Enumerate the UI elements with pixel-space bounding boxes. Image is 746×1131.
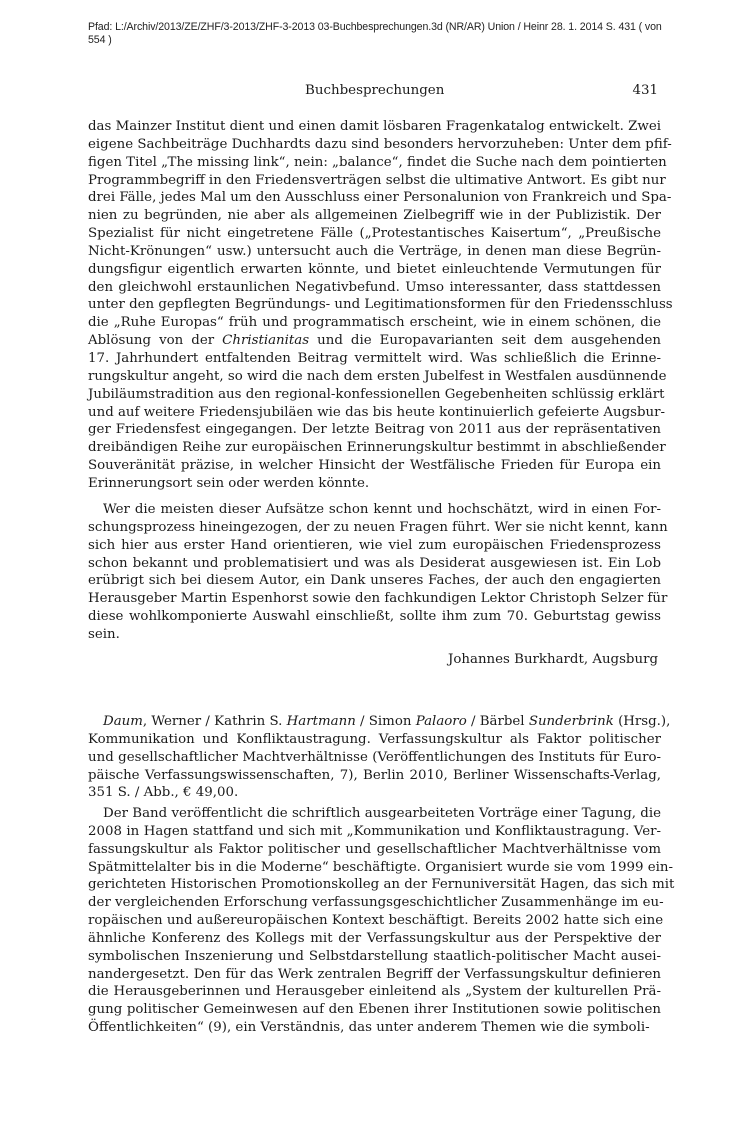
review1-paragraph1 — [88, 118, 673, 493]
text-line: schon bekannt und problematisiert und was als Desiderat ausgewiesen ist. Ein Lob — [88, 555, 661, 571]
text-line: figen Titel „The missing link“, nein: „balance“, findet die Suche nach dem pointierten — [88, 154, 667, 170]
text-line: 351 S. / Abb., € 49,00. — [88, 785, 239, 801]
review2-body — [88, 805, 675, 1037]
text-line: Jubiläumstradition aus den regional-konfessionellen Gegebenheiten schlüssig erklärt — [88, 386, 665, 402]
text-line: 17. Jahrhundert entfaltenden Beitrag vermittelt wird. Was schließlich die Erinne- — [88, 350, 661, 366]
text-line: Nicht-Krönungen“ usw.) untersucht auch die Verträge, in denen man diese Begrün- — [88, 243, 661, 259]
text-line: Souveränität präzise, in welcher Hinsicht der Westfälische Frieden für Europa ein — [88, 458, 661, 474]
text-line: und gesellschaftlicher Machtverhältnisse (Veröffentlichungen des Instituts für Euro- — [88, 749, 661, 765]
text-line: Wer die meisten dieser Aufsätze schon kennt und hochschätzt, wird in einen For- — [103, 502, 661, 517]
text-line: dungsfigur eigentlich erwarten könnte, und bietet einleuchtende Vermutungen für — [88, 261, 661, 277]
text-line: diese wohlkomponierte Auswahl einschließt, sollte ihm zum 70. Geburtstag gewiss — [88, 609, 661, 625]
text-line: sich hier aus erster Hand orientieren, wie viel zum europäischen Friedensprozess — [88, 537, 661, 553]
text-line: nandergesetzt. Den für das Werk zentralen Begriff der Verfassungskultur definieren — [88, 966, 661, 982]
text-line: rungskultur angeht, so wird die nach dem ersten Jubelfest in Westfalen ausdünnende — [88, 368, 667, 384]
text-line: erübrigt sich bei diesem Autor, ein Dank unseres Faches, der auch den engagierten — [88, 573, 661, 589]
review1-signature: Johannes Burkhardt, Augsburg — [448, 652, 658, 667]
text-line: fassungskultur als Faktor politischer und gesellschaftlicher Machtverhältnisse vom — [88, 841, 661, 857]
text-line: gung politischer Gemeinwesen auf den Ebenen ihrer Institutionen sowie politischen — [88, 1002, 661, 1018]
text-line: Kommunikation und Konfliktaustragung. Verfassungskultur als Faktor politischer — [88, 731, 661, 747]
text-line: unter den gepflegten Begründungs- und Legitimationsformen für den Friedensschluss — [88, 297, 673, 313]
text-line: nien zu begründen, nie aber als allgemeinen Zielbegriff wie in der Publizistik. Der — [88, 208, 661, 224]
file-path-line: Pfad: L:/Archiv/2013/ZE/ZHF/3-2013/ZHF-3-2013 03-Buchbesprechungen.3d (NR/AR) Union / Heinr 28. 1. 2014 S. 431 ( von — [88, 21, 662, 33]
text-line: Spätmittelalter bis in die Moderne“ beschäftigte. Organisiert wurde sie vom 1999 ein- — [88, 859, 674, 875]
running-title: Buchbesprechungen — [305, 83, 445, 98]
text-line: päische Verfassungswissenschaften, 7), Berlin 2010, Berliner Wissenschafts-Verlag, — [88, 767, 661, 783]
page-number: 431 — [632, 83, 658, 98]
text-line: 2008 in Hagen stattfand und sich mit „Kommunikation und Konfliktaustragung. Ver- — [88, 823, 661, 839]
text-line: ger Friedensfest eingegangen. Der letzte Beitrag von 2011 aus der repräsentativen — [88, 422, 661, 438]
text-line: den gleichwohl erstaunlichen Negativbefund. Umso interessanter, dass stattdessen — [88, 279, 661, 295]
file-path-header — [88, 21, 688, 46]
text-line: die „Ruhe Europas“ früh und programmatisch erscheint, wie in einem schönen, die — [88, 315, 661, 331]
text-line: gerichteten Historischen Promotionskolleg an der Fernuniversität Hagen, das sich mit — [88, 877, 675, 893]
text-line: symbolischen Inszenierung und Selbstdarstellung staatlich-politischer Macht ausei- — [88, 948, 661, 964]
file-path-line: 554 ) — [88, 33, 112, 46]
review1-paragraph2 — [88, 501, 668, 644]
text-line: Öffentlichkeiten“ (9), ein Verständnis, das unter anderem Themen wie die symboli- — [88, 1020, 650, 1036]
text-line: die Herausgeberinnen und Herausgeber einleitend als „System der kulturellen Prä- — [88, 984, 661, 1000]
text-line: Spezialist für nicht eingetretene Fälle („Protestantisches Kaisertum“, „Preußische — [88, 226, 661, 242]
text-line: drei Fälle, jedes Mal um den Ausschluss einer Personalunion von Frankreich und Spa- — [88, 190, 672, 206]
text-line: das Mainzer Institut dient und einen damit lösbaren Fragenkatalog entwickelt. Zwei — [88, 119, 661, 134]
text-line: und auf weitere Friedensjubiläen wie das bis heute kontinuierlich gefeierte Augsbur- — [88, 404, 666, 420]
text-line: Der Band veröffentlicht die schriftlich ausgearbeiteten Vorträge einer Tagung, die — [103, 806, 661, 821]
text-line: Programmbegriff in den Friedensverträgen selbst die ultimative Antwort. Es gibt nur — [88, 172, 666, 188]
text-line: Ablösung von der Christianitas und die Europavarianten seit dem ausgehenden — [88, 333, 661, 349]
text-line: dreibändigen Reihe zur europäischen Erinnerungskultur bestimmt in abschließender — [88, 440, 666, 456]
review2-citation — [88, 713, 671, 802]
text-line: ähnliche Konferenz des Kollegs mit der Verfassungskultur aus der Perspektive der — [88, 930, 661, 946]
text-line: Herausgeber Martin Espenhorst sowie den fachkundigen Lektor Christoph Selzer für — [88, 591, 668, 607]
text-line: der vergleichenden Erforschung verfassungsgeschichtlicher Zusammenhänge im eu- — [88, 895, 664, 911]
text-line: Daum, Werner / Kathrin S. Hartmann / Simon Palaoro / Bärbel Sunderbrink (Hrsg.), — [103, 714, 671, 729]
text-line: schungsprozess hineingezogen, der zu neuen Fragen führt. Wer sie nicht kennt, kann — [88, 519, 668, 535]
text-line: sein. — [88, 626, 120, 642]
text-line: eigene Sachbeiträge Duchhardts dazu sind besonders hervorzuheben: Unter dem pfif- — [88, 136, 672, 152]
text-line: Erinnerungsort sein oder werden könnte. — [88, 475, 370, 491]
text-line: ropäischen und außereuropäischen Kontext beschäftigt. Bereits 2002 hatte sich eine — [88, 913, 664, 929]
